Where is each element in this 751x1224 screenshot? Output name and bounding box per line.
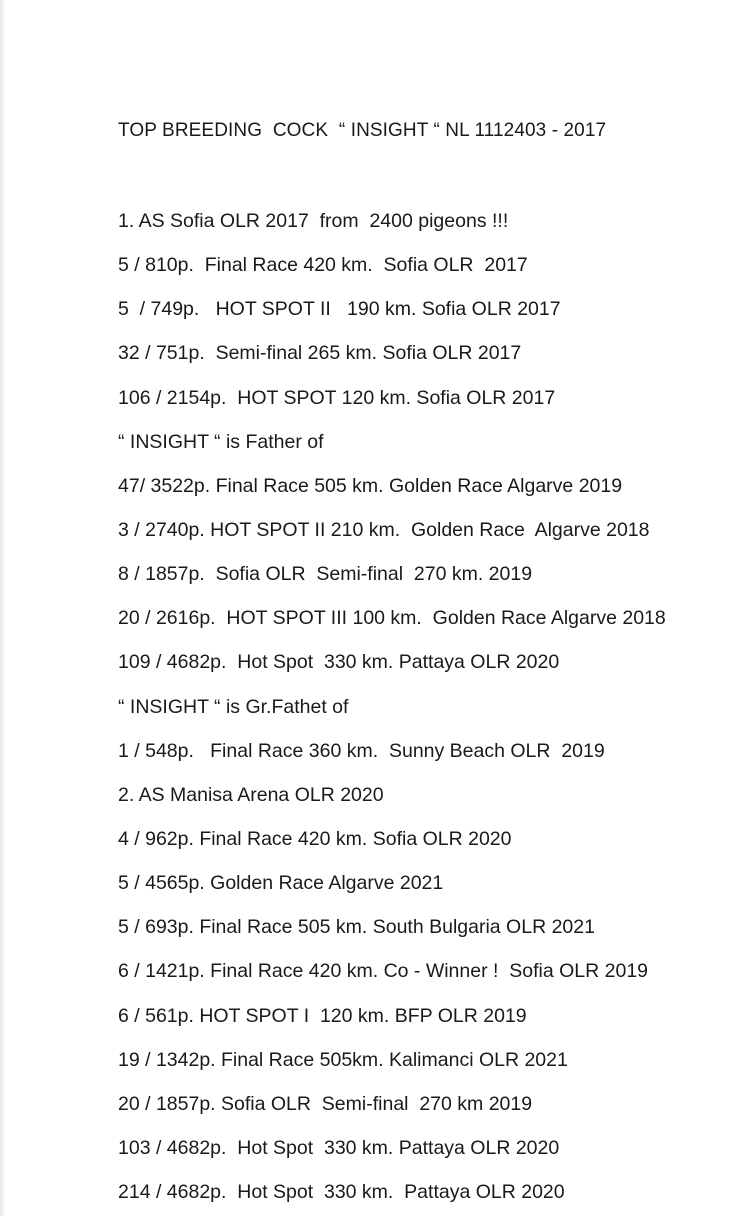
result-line: 5 / 4565p. Golden Race Algarve 2021 xyxy=(118,872,444,895)
result-line: 47/ 3522p. Final Race 505 km. Golden Race Algarve 2019 xyxy=(118,474,623,497)
result-line: 20 / 2616p. HOT SPOT III 100 km. Golden Race Algarve 2018 xyxy=(118,607,666,630)
result-line: 6 / 1421p. Final Race 420 km. Co - Winner ! Sofia OLR 2019 xyxy=(118,960,649,983)
result-line: 32 / 751p. Semi-final 265 km. Sofia OLR 2017 xyxy=(118,342,522,365)
section-heading-grandfather: “ INSIGHT “ is Gr.Fathet of xyxy=(118,695,349,718)
result-line: 5 / 693p. Final Race 505 km. South Bulgaria OLR 2021 xyxy=(118,916,595,939)
result-line: 1. AS Sofia OLR 2017 from 2400 pigeons !!! xyxy=(118,210,509,232)
document-title: TOP BREEDING COCK “ INSIGHT “ NL 1112403 - 2017 xyxy=(118,120,607,141)
result-line: 2. AS Manisa Arena OLR 2020 xyxy=(118,783,384,806)
result-line: 5 / 749p. HOT SPOT II 190 km. Sofia OLR 2017 xyxy=(118,298,561,321)
result-line: 4 / 962p. Final Race 420 km. Sofia OLR 2020 xyxy=(118,827,512,850)
results-list xyxy=(118,209,666,1224)
result-line: 214 / 4682p. Hot Spot 330 km. Pattaya OLR 2020 xyxy=(118,1181,565,1204)
page-edge-shadow xyxy=(0,0,6,1216)
result-line: 106 / 2154p. HOT SPOT 120 km. Sofia OLR 2017 xyxy=(118,386,556,409)
result-line: 3 / 2740p. HOT SPOT II 210 km. Golden Race Algarve 2018 xyxy=(118,518,650,541)
result-line: 19 / 1342p. Final Race 505km. Kalimanci OLR 2021 xyxy=(118,1048,568,1071)
result-line: 103 / 4682p. Hot Spot 330 km. Pattaya OLR 2020 xyxy=(118,1136,560,1159)
result-line: 8 / 1857p. Sofia OLR Semi-final 270 km. 2019 xyxy=(118,563,533,586)
result-line: 109 / 4682p. Hot Spot 330 km. Pattaya OLR 2020 xyxy=(118,651,560,674)
result-line: 5 / 810p. Final Race 420 km. Sofia OLR 2017 xyxy=(118,254,528,277)
result-line: 20 / 1857p. Sofia OLR Semi-final 270 km 2019 xyxy=(118,1092,533,1115)
section-heading-father: “ INSIGHT “ is Father of xyxy=(118,430,324,453)
result-line: 6 / 561p. HOT SPOT I 120 km. BFP OLR 2019 xyxy=(118,1004,527,1027)
result-line: 1 / 548p. Final Race 360 km. Sunny Beach OLR 2019 xyxy=(118,739,605,762)
